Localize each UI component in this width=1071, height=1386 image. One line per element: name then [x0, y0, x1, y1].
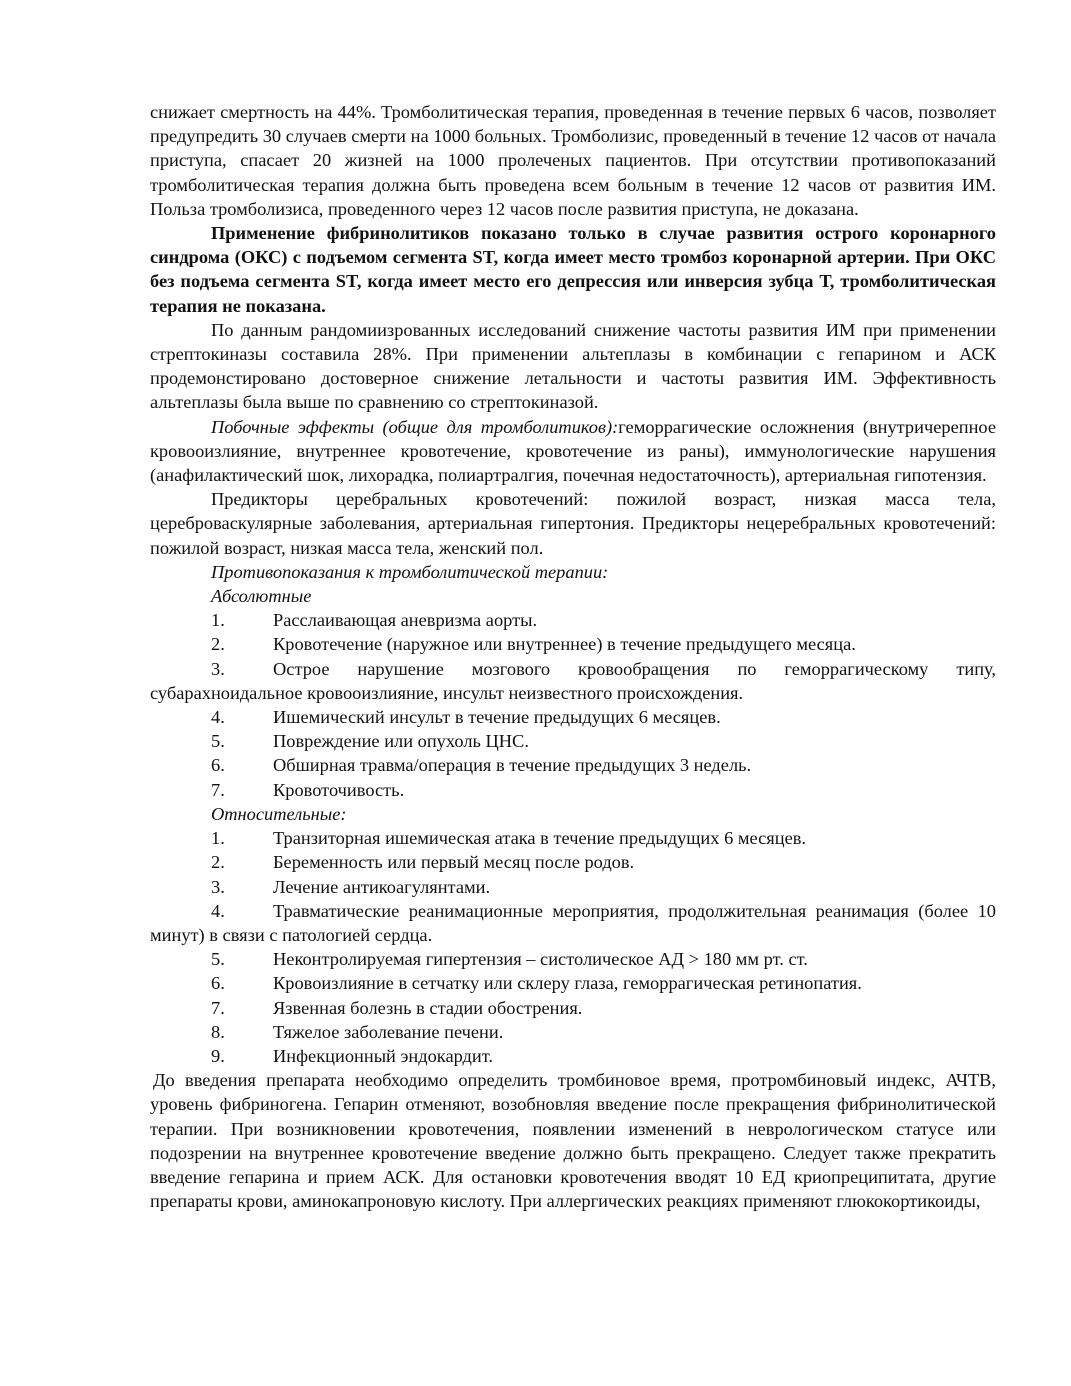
list-number: 2.	[211, 852, 225, 873]
list-item	[150, 971, 996, 995]
list-item	[150, 778, 996, 802]
side-effects-label: Побочные эффекты (общие для тромболитиков):	[211, 416, 619, 437]
list-number: 9.	[211, 1045, 225, 1066]
list-item	[150, 899, 996, 947]
paragraph-bleeding-predictors: Предикторы церебральных кровотечений: пожилой возраст, низкая масса тела, цереброваскулярные заболевания, артериальная гипертония. Предикторы нецеребральных кровотечений: пожилой возраст, низкая масса тела, женский пол.	[150, 489, 996, 558]
list-text: Кровоизлияние в сетчатку или склеру глаза, геморрагическая ретинопатия.	[273, 973, 862, 994]
list-text: Транзиторная ишемическая атака в течение предыдущих 6 месяцев.	[273, 828, 807, 849]
list-text: Повреждение или опухоль ЦНС.	[273, 731, 529, 752]
list-text: Неконтролируемая гипертензия – систолическое АД > 180 мм рт. ст.	[273, 949, 808, 970]
list-number: 5.	[211, 731, 225, 752]
paragraph-fibrinolytics-indication: Применение фибринолитиков показано только в случае развития острого коронарного синдрома (ОКС) с подъемом сегмента ST, когда имеет место тромбоз коронарной артерии. При ОКС без подъема сегмента ST, когда имеет место его депрессия или инверсия зубца Т, тромболитическая терапия не показана.	[150, 223, 996, 316]
list-number: 7.	[211, 779, 225, 800]
list-number: 5.	[211, 949, 225, 970]
list-number: 1.	[211, 828, 225, 849]
list-item	[150, 608, 996, 632]
list-item	[150, 875, 996, 899]
list-text: Инфекционный эндокардит.	[273, 1045, 494, 1066]
relative-contraindications-label: Относительные:	[211, 803, 347, 824]
absolute-contraindications-label: Абсолютные	[211, 586, 312, 607]
paragraph-thrombolysis-mortality: снижает смертность на 44%. Тромболитическая терапия, проведенная в течение первых 6 часов, позволяет предупредить 30 случаев смерти на 1000 больных. Тромболизис, проведенный в течение 12 часов от начала приступа, спасает 20 жизней на 1000 пролеченых пациентов. При отсутствии противопоказаний тромболитическая терапия должна быть проведена всем больным в течение 12 часов от развития ИМ. Польза тромболизиса, проведенного через 12 часов после развития приступа, не доказана.	[150, 102, 996, 219]
list-number: 3.	[211, 658, 225, 679]
list-text: Обширная травма/операция в течение предыдущих 3 недель.	[273, 755, 752, 776]
list-number: 4.	[211, 707, 225, 728]
list-number: 1.	[211, 610, 225, 631]
list-text: Беременность или первый месяц после родов.	[273, 852, 635, 873]
list-number: 7.	[211, 997, 225, 1018]
contraindications-title: Противопоказания к тромболитической терапии:	[211, 561, 609, 582]
list-text: Расслаивающая аневризма аорты.	[273, 610, 538, 631]
list-text: Ишемический инсульт в течение предыдущих 6 месяцев.	[273, 707, 721, 728]
list-item	[150, 850, 996, 874]
list-text: Лечение антикоагулянтами.	[273, 876, 491, 897]
list-number: 4.	[211, 900, 225, 921]
list-text: Кровоточивость.	[273, 779, 405, 800]
list-item	[150, 729, 996, 753]
list-number: 8.	[211, 1021, 225, 1042]
list-item	[150, 1044, 996, 1068]
list-number: 2.	[211, 634, 225, 655]
list-text: Острое нарушение мозгового кровообращения по геморрагическому типу, субарахноидальное кровооизлияние, инсульт неизвестного происхождения.	[150, 658, 996, 703]
list-item	[150, 826, 996, 850]
list-text: Травматические реанимационные мероприятия, продолжительная реанимация (более 10 минут) в связи с патологией сердца.	[150, 900, 996, 945]
list-item	[150, 657, 996, 705]
list-number: 3.	[211, 876, 225, 897]
document-page	[150, 100, 996, 1213]
list-text: Язвенная болезнь в стадии обострения.	[273, 997, 583, 1018]
paragraph-administration-notes: До введения препарата необходимо определить тромбиновое время, протромбиновый индекс, АЧТВ, уровень фибриногена. Гепарин отменяют, возобновляя введение после прекращения фибринолитической терапии. При возникновении кровотечения, появлении изменений в неврологическом статусе или подозрении на внутреннее кровотечение введение должно быть прекращено. Следует также прекратить введение гепарина и прием АСК. Для остановки кровотечения вводят 10 ЕД криопреципитата, другие препараты крови, аминокапроновую кислоту. При аллергических реакциях применяют глюкокортикоиды,	[150, 1070, 996, 1212]
list-text: Кровотечение (наружное или внутреннее) в течение предыдущего месяца.	[273, 634, 856, 655]
list-item	[150, 996, 996, 1020]
list-item	[150, 632, 996, 656]
list-text: Тяжелое заболевание печени.	[273, 1021, 504, 1042]
paragraph-side-effects	[150, 415, 996, 488]
side-effects-text: геморрагические осложнения (внутричерепное кровооизлияние, внутреннее кровотечение, кровотечение из раны), иммунологические нарушения (анафилактический шок, лихорадка, полиартралгия, почечная недостаточность), артериальная гипотензия.	[150, 416, 997, 486]
list-item	[150, 753, 996, 777]
paragraph-randomized-studies: По данным рандомиизрованных исследований снижение частоты развития ИМ при применении стрептокиназы составила 28%. При применении альтеплазы в комбинации с гепарином и АСК продемонстировано достоверное снижение летальности и частоты развития ИМ. Эффективность альтеплазы была выше по сравнению со стрептокиназой.	[150, 319, 996, 413]
list-number: 6.	[211, 973, 225, 994]
list-item	[150, 1020, 996, 1044]
list-item	[150, 705, 996, 729]
list-number: 6.	[211, 755, 225, 776]
list-item	[150, 947, 996, 971]
